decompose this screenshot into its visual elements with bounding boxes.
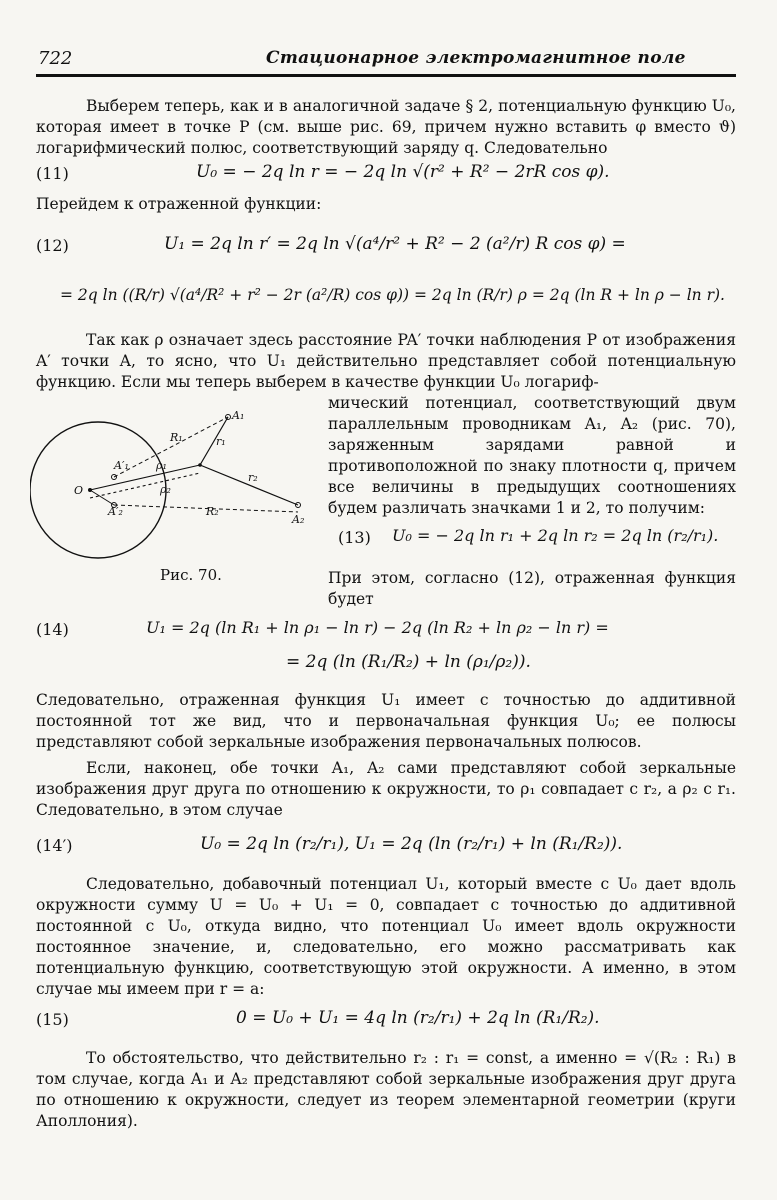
paragraph-2: Перейдем к отраженной функции: [36, 195, 322, 213]
equation-12-line1 [36, 228, 736, 268]
equation-body: U₁ = 2q (ln R₁ + ln ρ₁ − ln r) − 2q (ln R₂ + ln ρ₂ − ln r) = [146, 618, 609, 637]
label-rho2: ρ₂ [160, 483, 171, 496]
page-number: 722 [38, 48, 73, 69]
label-A2p: A′₂ [108, 505, 123, 518]
equation-14-prime [36, 828, 736, 868]
label-R1: R₁ [170, 431, 183, 444]
equation-body: = 2q (ln (R₁/R₂) + ln (ρ₁/ρ₂)). [286, 652, 531, 672]
equation-body: U₀ = − 2q ln r = − 2q ln √(r² + R² − 2rR cos φ). [196, 162, 610, 182]
label-r2: r₂ [248, 471, 258, 484]
equation-label: (12) [36, 236, 69, 255]
label-R2: R₂ [206, 505, 219, 518]
paragraph-8: То обстоятельство, что действительно r₂ : r₁ = const, а именно = √(R₂ : R₁) в том случае, когда A₁ и A₂ представляют собой зеркальные изображения друг друга по отношению к окружности, следует из теорем элементарной геометрии (круги Аполлония). [36, 1049, 736, 1130]
label-A1: A₁ [232, 409, 245, 422]
equation-14-line2 [36, 646, 736, 686]
paragraph-1: Выберем теперь, как и в аналогичной задаче § 2, потенциальную функцию U₀, которая имеет в точке P (см. выше рис. 69, причем нужно вставить φ вместо ϑ) логарифмический полюс, соответствующий заряду q. Следовательно [36, 97, 736, 157]
label-rho1: ρ₁ [156, 459, 167, 472]
equation-label: (14′) [36, 836, 73, 855]
equation-11 [36, 156, 736, 196]
line-rho1 [90, 465, 200, 490]
equation-13 [338, 520, 736, 560]
running-header [36, 44, 736, 76]
line-rho2 [90, 473, 200, 498]
equation-label: (11) [36, 164, 69, 183]
equation-body: U₀ = − 2q ln r₁ + 2q ln r₂ = 2q ln (r₂/r₁). [392, 526, 719, 545]
paragraph-7: Следовательно, добавочный потенциал U₁, который вместе с U₀ дает вдоль окружности сумму U = U₀ + U₁ = 0, совпадает с точностью до аддитивной постоянной с U₀, откуда видно, что потенциал U₀ имеет вдоль окружности постоянное значение, и, следовательно, его можно рассматривать как потенциальную функцию, соответствующую этой окружности. А именно, в этом случае мы имеем при r = a: [36, 875, 736, 998]
paragraph-6: Если, наконец, обе точки A₁, A₂ сами представляют собой зеркальные изображения друг друга по отношению к окружности, то ρ₁ совпадает с r₂, а ρ₂ с r₁. Следовательно, в этом случае [36, 759, 736, 819]
figure-70 [30, 405, 330, 565]
label-A2: A₂ [292, 513, 305, 526]
equation-body: U₀ = 2q ln (r₂/r₁), U₁ = 2q (ln (r₂/r₁) + ln (R₁/R₂)). [200, 834, 623, 854]
figure-caption: Рис. 70. [160, 566, 222, 584]
label-A1p: A′₁ [114, 459, 129, 472]
equation-label: (13) [338, 528, 371, 547]
label-r1: r₁ [216, 435, 226, 448]
label-origin: O [74, 484, 84, 497]
equation-label: (14) [36, 620, 69, 639]
paragraph-3: Так как ρ означает здесь расстояние PA′ точки наблюдения P от изображения A′ точки A, то ясно, что U₁ действительно представляет собой потенциальную функцию. Если мы теперь выберем в качестве функции U₀ логариф- [36, 331, 736, 391]
equation-12-line2 [36, 280, 736, 320]
point-origin [88, 488, 92, 492]
line-center [90, 490, 114, 505]
equation-label: (15) [36, 1010, 69, 1029]
circle [30, 422, 166, 558]
equation-body: = 2q ln ((R/r) √(a⁴/R² + r² − 2r (a²/R) cos φ)) = 2q ln (R/r) ρ = 2q (ln R + ln ρ − ln r). [60, 286, 725, 304]
running-title: Стационарное электромагнитное поле [266, 48, 686, 68]
equation-body: 0 = U₀ + U₁ = 4q ln (r₂/r₁) + 2q ln (R₁/R₂). [236, 1008, 600, 1028]
equation-body: U₁ = 2q ln r′ = 2q ln √(a⁴/r² + R² − 2 (a²/r) R cos φ) = [164, 234, 626, 254]
header-rule [36, 74, 736, 77]
paragraph-4: При этом, согласно (12), отраженная функция будет [328, 569, 736, 608]
point-P [198, 463, 202, 467]
paragraph-5: Следовательно, отраженная функция U₁ имеет с точностью до аддитивной постоянной тот же вид, что и первоначальная функция U₀; ее полюсы представляют собой зеркальные изображения первоначальных полюсов. [36, 691, 736, 751]
paragraph-3-wrap: мический потенциал, соответствующий двум параллельным проводникам A₁, A₂ (рис. 70), заряженным зарядами равной и противоположной по знаку плотности q, причем все величины в предыдущих соотношениях будем различать значками 1 и 2, то получим: [328, 394, 736, 517]
equation-15 [36, 1002, 736, 1042]
